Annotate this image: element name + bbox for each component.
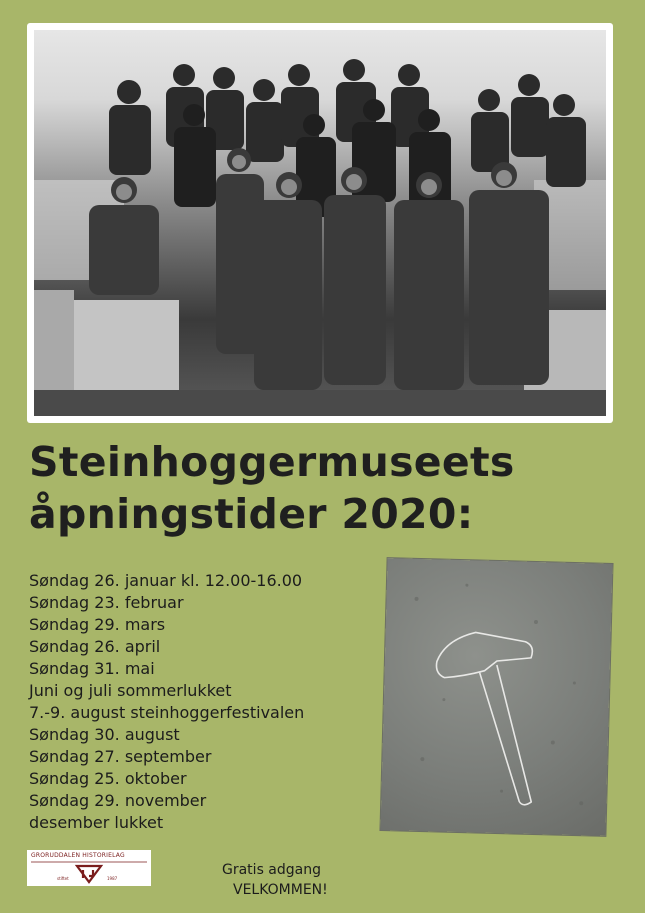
list-item: Søndag 25. oktober [29,769,187,788]
hammer-icon [380,558,612,836]
historielag-logo-icon [27,850,151,886]
opening-hours-list [29,570,304,834]
list-item: Søndag 23. februar [29,593,184,612]
footer-text [222,860,328,900]
title-line-1: Steinhoggermuseets [29,438,515,486]
group-photo-image [34,30,606,416]
photo-frame [27,23,613,423]
free-admission-text: Gratis adgang [222,862,321,878]
logo-text: GRORUDDALEN HISTORIELAG [31,852,125,859]
title-line-2: åpningstider 2020: [29,490,474,538]
list-item: Juni og juli sommerlukket [29,681,232,700]
list-item: Søndag 29. november [29,791,207,810]
historielag-logo [27,850,151,886]
svg-text:1987: 1987 [107,876,118,881]
list-item: desember lukket [29,813,164,832]
list-item: 7.-9. august steinhoggerfestivalen [29,703,305,722]
svg-text:stiftet: stiftet [57,876,69,881]
list-item: Søndag 26. april [29,637,161,656]
list-item: Søndag 26. januar kl. 12.00-16.00 [29,571,303,590]
stone-image [380,558,612,836]
welcome-text: VELKOMMEN! [233,882,328,898]
group-photo [34,30,606,416]
list-item: Søndag 27. september [29,747,212,766]
list-item: Søndag 31. mai [29,659,155,678]
page-title [29,436,515,540]
list-item: Søndag 29. mars [29,615,166,634]
list-item: Søndag 30. august [29,725,180,744]
